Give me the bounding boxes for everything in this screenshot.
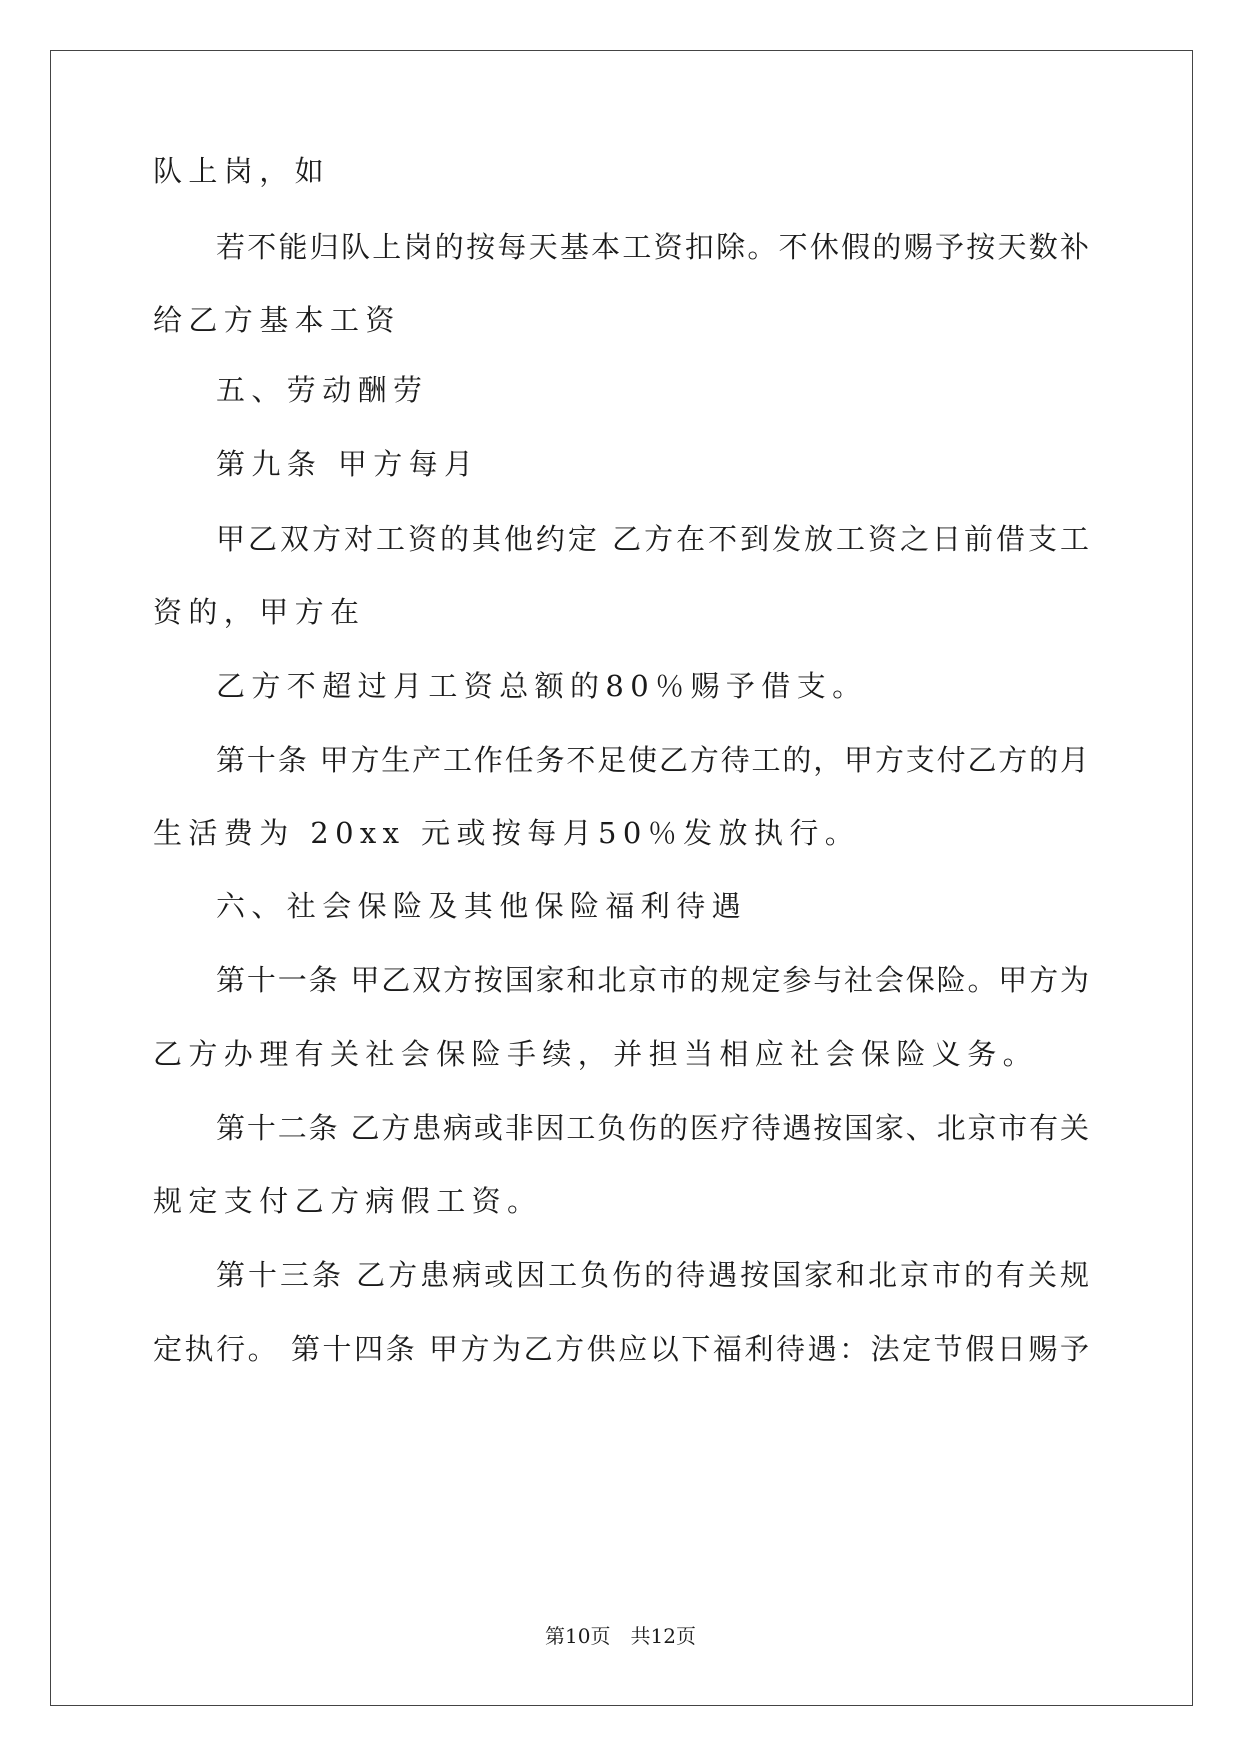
text-line: 资的，甲方在 [153, 595, 366, 629]
text-line: 生活费为 20xx 元或按每月50％发放执行。 [153, 816, 861, 850]
text-line: 甲乙双方对工资的其他约定 乙方在不到发放工资之日前借支工 [216, 522, 1089, 556]
text-line: 乙方不超过月工资总额的80％赐予借支。 [216, 669, 868, 703]
text-line: 规定支付乙方病假工资。 [153, 1184, 543, 1218]
text-line: 定执行。 第十四条 甲方为乙方供应以下福利待遇：法定节假日赐予 [153, 1332, 1089, 1366]
text-line: 若不能归队上岗的按每天基本工资扣除。不休假的赐予按天数补 [216, 230, 1089, 264]
text-line: 队上岗，如 [153, 154, 331, 188]
text-line: 第十条 甲方生产工作任务不足使乙方待工的，甲方支付乙方的月 [216, 743, 1089, 777]
text-line: 乙方办理有关社会保险手续，并担当相应社会保险义务。 [153, 1037, 1039, 1071]
text-line: 给乙方基本工资 [153, 303, 401, 337]
section-heading: 六、社会保险及其他保险福利待遇 [216, 889, 748, 923]
text-line: 第十三条 乙方患病或因工负伤的待遇按国家和北京市的有关规 [216, 1258, 1089, 1292]
page-number: 第10页 共12页 [545, 1624, 696, 1648]
text-line: 第九条 甲方每月 [216, 447, 480, 481]
page-border [50, 50, 1193, 1706]
text-line: 第十一条 甲乙双方按国家和北京市的规定参与社会保险。甲方为 [216, 963, 1089, 997]
section-heading: 五、劳动酬劳 [216, 373, 429, 407]
text-line: 第十二条 乙方患病或非因工负伤的医疗待遇按国家、北京市有关 [216, 1111, 1089, 1145]
